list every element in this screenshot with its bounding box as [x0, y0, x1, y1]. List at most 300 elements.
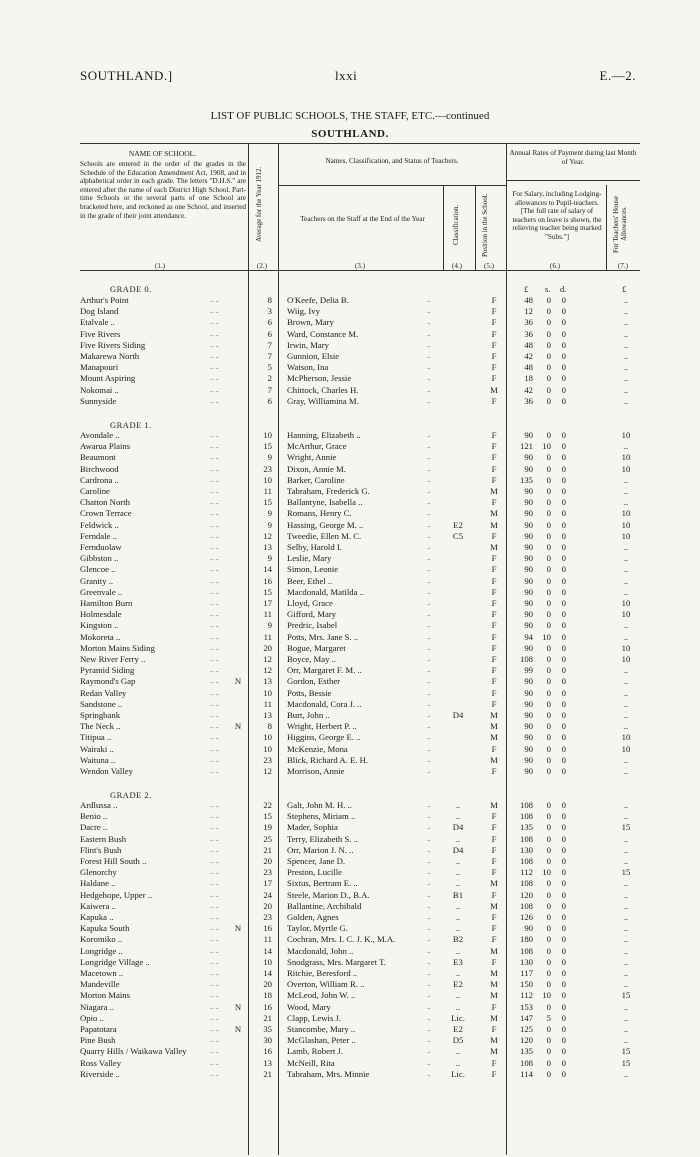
table-row	[0, 620, 700, 631]
salary-pounds: 135	[519, 474, 533, 485]
dot-leader: ..	[427, 1013, 431, 1022]
school-name: Glenorchy	[80, 867, 117, 878]
teacher-name: Gordon, Esther	[287, 676, 341, 687]
position: M	[490, 542, 498, 552]
dot-leader: .. ..	[210, 767, 219, 775]
classification: E2	[453, 979, 463, 990]
house-allowance: ..	[623, 889, 629, 900]
salary-shillings: 0	[546, 856, 551, 866]
salary-shillings: 0	[546, 665, 551, 676]
teacher-name: Simon, Leonie	[287, 564, 339, 575]
salary-pence: 0	[561, 598, 566, 608]
dot-leader: .. ..	[210, 374, 219, 383]
salary-pounds: 90	[524, 519, 533, 530]
position: F	[491, 564, 497, 575]
school-name: Gibbston ..	[80, 553, 119, 564]
average-attendance: 2	[267, 373, 272, 384]
school-name: Forest Hill South ..	[80, 856, 147, 866]
running-header-left: SOUTHLAND.]	[80, 68, 173, 83]
school-name: Longridge Village ..	[80, 956, 150, 967]
table-row	[0, 329, 700, 340]
teacher-name: Lloyd, Grace	[287, 598, 333, 608]
dot-leader: .. ..	[210, 464, 219, 473]
dot-leader: ..	[427, 857, 431, 865]
average-attendance: 20	[263, 856, 272, 866]
dot-leader: .. ..	[210, 599, 219, 607]
dot-leader: ..	[427, 396, 431, 405]
position: F	[491, 654, 497, 664]
dot-leader: .. ..	[210, 879, 219, 888]
salary-pounds: 120	[519, 889, 533, 900]
salary-pounds: 90	[524, 609, 533, 620]
house-allowance: 15	[621, 867, 631, 878]
teacher-name: Ballantyne, Isabella ..	[287, 497, 363, 508]
salary-shillings: 0	[546, 519, 551, 530]
salary-pounds: 147	[519, 1012, 533, 1023]
house-allowance: ..	[623, 362, 629, 373]
table-row	[0, 890, 700, 901]
average-attendance: 16	[263, 1046, 272, 1057]
salary-shillings: 0	[546, 900, 551, 911]
dot-leader: .. ..	[210, 632, 219, 641]
position: M	[490, 732, 498, 743]
house-allowance: ..	[623, 900, 629, 911]
average-attendance: 10	[263, 474, 272, 485]
table-row	[0, 531, 700, 542]
salary-pence: 0	[561, 362, 566, 373]
salary-pence: 0	[561, 676, 566, 687]
table-row	[0, 1046, 700, 1057]
position: M	[490, 721, 498, 732]
table-row	[0, 676, 700, 687]
school-name: Benio ..	[80, 811, 108, 822]
salary-pounds: 117	[520, 968, 533, 978]
salary-shillings: 0	[546, 486, 551, 496]
dot-leader: ..	[427, 599, 431, 607]
salary-shillings: 0	[546, 811, 551, 822]
column-number: (5.)	[484, 262, 494, 270]
average-attendance: 12	[263, 654, 272, 664]
salary-shillings: 10	[542, 990, 551, 1001]
dot-leader: ..	[427, 755, 431, 764]
school-name: Hedgehope, Upper ..	[80, 889, 153, 900]
position: F	[491, 956, 497, 967]
school-name: Chatton North	[80, 497, 130, 508]
average-attendance: 13	[263, 542, 272, 552]
position: F	[491, 306, 497, 317]
dot-leader: .. ..	[210, 666, 219, 675]
teacher-name: Tabraham, Frederick G.	[287, 486, 370, 496]
salary-pence: 0	[561, 1001, 566, 1012]
dot-leader: ..	[427, 621, 431, 630]
table-row	[0, 542, 700, 553]
dot-leader: .. ..	[210, 543, 219, 551]
table-row	[0, 564, 700, 575]
salary-pounds: 90	[524, 620, 533, 631]
dot-leader: ..	[427, 801, 431, 809]
salary-pounds: 108	[519, 900, 533, 911]
position: F	[491, 889, 497, 900]
position: F	[491, 362, 497, 373]
salary-pounds: 153	[519, 1001, 533, 1012]
table-row	[0, 306, 700, 317]
teacher-name: Wood, Mary	[287, 1001, 331, 1012]
teacher-name: McNeill, Rita	[287, 1057, 335, 1068]
attendance-note: N	[234, 721, 242, 732]
teacher-name: Sixtus, Bertram E. ..	[287, 878, 358, 889]
school-name: Ross Valley	[80, 1057, 122, 1068]
table-row	[0, 834, 700, 845]
attendance-note: N	[234, 1024, 242, 1034]
table-row	[0, 632, 700, 643]
school-name: Caroline	[80, 486, 110, 496]
salary-shillings: 0	[546, 575, 551, 586]
position: F	[491, 867, 497, 878]
dot-leader: .. ..	[210, 1047, 219, 1056]
school-name: Mount Aspiring	[80, 373, 136, 384]
salary-pence: 0	[561, 430, 566, 440]
dot-leader: ..	[427, 980, 431, 989]
dot-leader: .. ..	[210, 688, 219, 697]
position: F	[491, 1057, 497, 1068]
house-allowance: 10	[621, 642, 631, 653]
average-attendance: 15	[263, 811, 272, 822]
table-row	[0, 373, 700, 384]
table-row	[0, 643, 700, 654]
school-name: Beaumont	[80, 452, 116, 463]
salary-pounds: 90	[524, 486, 533, 496]
house-allowance: ..	[623, 698, 629, 709]
school-name: Opio ..	[80, 1012, 104, 1023]
school-name: The Neck ..	[80, 721, 121, 732]
average-attendance: 21	[263, 1012, 272, 1023]
teacher-name: Boyce, May ..	[287, 654, 336, 664]
dot-leader: .. ..	[210, 1058, 219, 1067]
salary-pounds: 36	[524, 395, 533, 406]
teacher-name: Macdonald, Cora J. ..	[287, 698, 362, 709]
teacher-name: Lamb, Robert J.	[287, 1046, 343, 1057]
salary-pounds: 108	[519, 878, 533, 889]
average-attendance: 18	[263, 990, 272, 1001]
salary-shillings: 0	[546, 698, 551, 709]
average-attendance: 12	[263, 665, 272, 676]
house-allowance: ..	[623, 328, 629, 339]
salary-pounds: 99	[524, 665, 533, 676]
average-attendance: 16	[263, 575, 272, 586]
salary-pounds: 108	[519, 1057, 533, 1068]
table-row	[0, 497, 700, 508]
teacher-name: Wright, Herbert P. ..	[287, 721, 357, 732]
school-name: Morton Mains Siding	[80, 642, 155, 653]
school-name: Waituna ..	[80, 754, 116, 765]
salary-shillings: 10	[542, 631, 551, 642]
dot-leader: .. ..	[210, 1025, 219, 1033]
teacher-name: Morrison, Annie	[287, 766, 345, 776]
teacher-name: Selby, Harold I.	[287, 542, 342, 552]
house-allowance: ..	[623, 754, 629, 765]
dot-leader: ..	[427, 1069, 431, 1078]
salary-pence: 0	[561, 486, 566, 496]
classification: D4	[452, 844, 464, 855]
salary-shillings: 0	[546, 497, 551, 508]
position: M	[490, 519, 498, 530]
dot-leader: .. ..	[210, 453, 219, 462]
house-allowance: ..	[623, 833, 629, 844]
dot-leader: ..	[427, 1058, 431, 1067]
average-attendance: 11	[263, 934, 272, 945]
salary-shillings: 0	[546, 878, 551, 889]
salary-pounds: 94	[524, 631, 533, 642]
teacher-name: Clapp, Lewis J.	[287, 1012, 342, 1023]
average-attendance: 3	[267, 306, 272, 317]
house-allowance: ..	[623, 912, 629, 922]
position: F	[491, 395, 497, 406]
salary-pounds: 90	[524, 452, 533, 463]
house-allowance: ..	[623, 1001, 629, 1012]
position: M	[490, 384, 498, 395]
salary-shillings: 0	[546, 968, 551, 978]
school-name: Eastern Bush	[80, 833, 127, 844]
region-heading: SOUTHLAND.	[311, 128, 389, 140]
average-attendance: 9	[267, 620, 272, 631]
average-attendance: 35	[263, 1024, 272, 1034]
classification: ..	[455, 968, 461, 978]
salary-pence: 0	[561, 631, 566, 642]
position: F	[491, 1024, 497, 1034]
dot-leader: .. ..	[210, 385, 219, 394]
teacher-name: Ward, Constance M.	[287, 328, 359, 339]
house-allowance: ..	[623, 710, 629, 720]
dot-leader: ..	[427, 576, 431, 585]
salary-pounds: 150	[519, 979, 533, 990]
position: F	[491, 766, 497, 776]
salary-pounds: 90	[524, 598, 533, 608]
average-attendance: 9	[267, 508, 272, 519]
school-name: Manapouri	[80, 362, 119, 373]
teacher-name: Irwin, Mary	[287, 339, 329, 350]
position: F	[491, 452, 497, 463]
average-attendance: 23	[263, 754, 272, 765]
table-row	[0, 856, 700, 867]
dot-leader: .. ..	[210, 722, 219, 731]
house-allowance: ..	[623, 956, 629, 967]
classification: E2	[453, 519, 463, 530]
classification: ..	[455, 811, 461, 822]
salary-pence: 0	[561, 1035, 566, 1046]
teacher-name: Spencer, Jane D.	[287, 856, 346, 866]
school-name: Wairaki ..	[80, 743, 114, 754]
column-number: (2.)	[257, 262, 267, 270]
average-attendance: 6	[267, 328, 272, 339]
average-attendance: 30	[263, 1035, 272, 1046]
house-allowance: ..	[623, 384, 629, 395]
dot-leader: .. ..	[210, 991, 219, 1000]
classification: ..	[455, 878, 461, 889]
teacher-name: Overton, William R. ..	[287, 979, 365, 990]
dot-leader: ..	[427, 565, 431, 574]
salary-shillings: 0	[546, 452, 551, 463]
school-name: Awarua Plains	[80, 441, 131, 452]
average-attendance: 23	[263, 912, 272, 922]
house-allowance: 15	[621, 1046, 631, 1057]
table-row	[0, 732, 700, 743]
teacher-name: Predric, Isabel	[287, 620, 338, 631]
salary-pounds: 130	[519, 956, 533, 967]
teacher-name: Gunnion, Elsie	[287, 351, 340, 361]
position: F	[491, 923, 497, 934]
school-name: Wendon Valley	[80, 766, 133, 776]
dot-leader: ..	[427, 509, 431, 518]
dot-leader: .. ..	[210, 890, 219, 899]
salary-heading: For Salary, including Lodging-allowances to Pupil-teachers. [The full rate of salary of teachers on leave is shown, the relieving teacher being marked "Subs."]	[512, 190, 602, 241]
salary-pounds: 90	[524, 564, 533, 575]
dot-leader: ..	[427, 587, 431, 596]
salary-pence: 0	[561, 934, 566, 945]
salary-pence: 0	[561, 586, 566, 597]
position: F	[491, 497, 497, 508]
dot-leader: .. ..	[210, 834, 219, 843]
dot-leader: ..	[427, 744, 431, 753]
dot-leader: ..	[427, 890, 431, 899]
dot-leader: ..	[427, 1047, 431, 1056]
unit-pounds: £	[524, 284, 529, 294]
table-row	[0, 878, 700, 889]
salary-pounds: 90	[524, 642, 533, 653]
school-name: Kapuka ..	[80, 912, 114, 922]
house-allowance: 10	[621, 654, 631, 664]
table-row	[0, 946, 700, 957]
dot-leader: ..	[427, 487, 431, 495]
house-allowance: ..	[623, 856, 629, 866]
salary-pence: 0	[561, 441, 566, 452]
salary-pence: 0	[561, 822, 566, 833]
teacher-name: Cochran, Mrs. I. C. J. K., M.A.	[287, 934, 396, 945]
school-name: Redan Valley	[80, 687, 127, 698]
attendance-note: N	[234, 1001, 242, 1012]
dot-leader: ..	[427, 363, 431, 372]
teacher-name: Beer, Ethel ..	[287, 575, 333, 586]
school-name: Mokoreta ..	[80, 631, 121, 642]
classification: E2	[453, 1024, 463, 1034]
position: M	[490, 486, 498, 496]
school-column-note: Schools are entered in the order of the grades in the Schedule of the Education Amendment Act, 1908, and in alphabetical order in each grade. The letters "D.H.S." are entered after the name of each District High School. Part-time Schools or the several parts of one School are bracketed here, and reckoned as one School, and inserted in the grade of their joint attendance.	[80, 160, 246, 220]
average-attendance: 11	[263, 609, 272, 620]
teacher-name: Ballantine, Archibald	[287, 900, 362, 911]
table-row	[0, 990, 700, 1001]
school-name: Avondale ..	[80, 430, 120, 440]
dot-leader: .. ..	[210, 487, 219, 495]
house-allowance: ..	[623, 676, 629, 687]
salary-pounds: 90	[524, 508, 533, 519]
table-row	[0, 396, 700, 407]
table-row	[0, 1069, 700, 1080]
salary-shillings: 0	[546, 598, 551, 608]
position: F	[491, 642, 497, 653]
dot-leader: .. ..	[210, 352, 219, 360]
salary-shillings: 0	[546, 1046, 551, 1057]
dot-leader: .. ..	[210, 812, 219, 821]
school-name: Etalvale ..	[80, 317, 115, 328]
table-row	[0, 688, 700, 699]
classification: ..	[455, 990, 461, 1001]
position: M	[490, 800, 498, 810]
average-attendance: 11	[263, 486, 272, 496]
dot-leader: ..	[427, 946, 431, 955]
position: M	[490, 754, 498, 765]
salary-pounds: 12	[524, 306, 533, 317]
position: F	[491, 1001, 497, 1012]
salary-shillings: 0	[546, 542, 551, 552]
column-number: (1.)	[155, 262, 165, 270]
house-allowance: ..	[623, 968, 629, 978]
school-name: Feldwick ..	[80, 519, 119, 530]
average-attendance: 16	[263, 923, 272, 934]
salary-pence: 0	[561, 766, 566, 776]
average-attendance: 19	[263, 822, 272, 833]
average-attendance: 8	[267, 721, 272, 732]
school-name: Papatotara	[80, 1024, 117, 1034]
position: F	[491, 609, 497, 620]
dot-leader: .. ..	[210, 531, 219, 540]
salary-pounds: 90	[524, 754, 533, 765]
salary-pounds: 120	[519, 1035, 533, 1046]
table-row	[0, 486, 700, 497]
average-attendance: 17	[263, 598, 272, 608]
table-row	[0, 362, 700, 373]
house-allowance: ..	[623, 553, 629, 564]
table-row	[0, 587, 700, 598]
average-attendance: 23	[263, 463, 272, 474]
salary-shillings: 0	[546, 508, 551, 519]
dot-leader: ..	[427, 498, 431, 507]
table-row	[0, 912, 700, 923]
dot-leader: ..	[427, 296, 431, 304]
salary-pence: 0	[561, 1012, 566, 1023]
table-row	[0, 317, 700, 328]
salary-pence: 0	[561, 351, 566, 361]
salary-pounds: 48	[524, 339, 533, 350]
salary-shillings: 0	[546, 979, 551, 990]
house-allowance: ..	[623, 373, 629, 384]
house-allowance: ..	[623, 317, 629, 328]
dot-leader: .. ..	[210, 980, 219, 989]
table-row	[0, 721, 700, 732]
table-row	[0, 576, 700, 587]
dot-leader: ..	[427, 901, 431, 910]
house-allowance: ..	[623, 586, 629, 597]
position: M	[490, 508, 498, 519]
school-name: Mandeville	[80, 979, 120, 990]
dot-leader: ..	[427, 464, 431, 473]
salary-pence: 0	[561, 452, 566, 463]
dot-leader: ..	[427, 733, 431, 742]
school-name: Makarewa North	[80, 351, 140, 361]
position: F	[491, 373, 497, 384]
salary-shillings: 0	[546, 642, 551, 653]
salary-shillings: 0	[546, 463, 551, 474]
position: M	[490, 1012, 498, 1023]
classification: ..	[455, 856, 461, 866]
house-allowance: ..	[623, 441, 629, 452]
dot-leader: ..	[427, 812, 431, 821]
average-attendance: 9	[267, 519, 272, 530]
position: F	[491, 474, 497, 485]
position: F	[491, 743, 497, 754]
salary-shillings: 0	[546, 351, 551, 361]
salary-pence: 0	[561, 665, 566, 676]
table-row	[0, 710, 700, 721]
salary-pence: 0	[561, 754, 566, 765]
